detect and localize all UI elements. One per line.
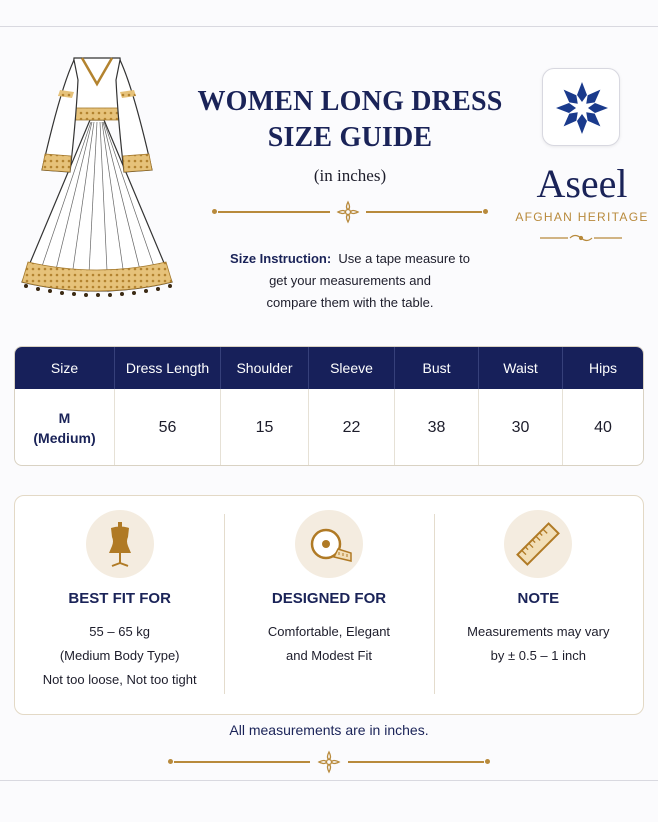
best-fit-heading: BEST FIT FOR — [68, 590, 171, 607]
measuring-tape-icon — [304, 519, 354, 569]
brand-name: Aseel — [536, 161, 628, 206]
header-size: Size — [15, 347, 115, 389]
instruction-line-2: get your measurements and — [269, 273, 431, 288]
table-row — [15, 389, 643, 466]
value-waist: 30 — [479, 389, 563, 466]
designed-for-text — [224, 620, 433, 668]
bottom-divider-line — [0, 780, 658, 781]
ruler-icon — [513, 519, 563, 569]
header-waist: Waist — [479, 347, 563, 389]
instruction-line-3: compare them with the table. — [266, 295, 434, 310]
dress-form-icon — [95, 519, 145, 569]
value-bust: 38 — [395, 389, 479, 466]
size-name: (Medium) — [33, 430, 96, 446]
instruction-line-1: Use a tape measure to — [338, 251, 470, 266]
note-line-2: by ± 0.5 – 1 inch — [490, 648, 586, 663]
value-sleeve: 22 — [309, 389, 395, 466]
size-table — [14, 346, 644, 466]
instruction-label: Size Instruction: — [230, 251, 332, 266]
footer-ornament-divider — [168, 754, 490, 770]
header-hips: Hips — [588, 360, 617, 376]
note-heading: NOTE — [517, 590, 560, 607]
title-line-1: WOMEN LONG DRESS — [197, 86, 503, 117]
header-sleeve: Sleeve — [309, 347, 395, 389]
best-fit-weight: 55 – 65 kg — [89, 624, 151, 639]
size-cell — [15, 389, 115, 466]
title-ornament-divider — [212, 204, 488, 220]
header-shoulder: Shoulder — [221, 347, 309, 389]
best-fit-looseness: Not too loose, Not too tight — [42, 672, 197, 687]
designed-for-line-1: Comfortable, Elegant — [267, 624, 391, 639]
info-panel — [14, 495, 644, 715]
brand-tagline: AFGHAN HERITAGE — [515, 210, 649, 224]
size-instruction — [200, 248, 500, 314]
header-dress-length: Dress Length — [115, 347, 221, 389]
best-fit-section — [15, 496, 224, 714]
best-fit-body-type: (Medium Body Type) — [59, 648, 180, 663]
designed-for-section — [224, 496, 433, 714]
note-line-1: Measurements may vary — [467, 624, 610, 639]
note-text — [434, 620, 643, 668]
title-line-2: SIZE GUIDE — [267, 122, 433, 153]
brand-ornament-icon — [540, 232, 622, 244]
flower-ornament-icon — [336, 200, 360, 224]
star-logo-icon — [552, 78, 612, 138]
footer-note: All measurements are in inches. — [229, 722, 429, 738]
table-header-row — [15, 347, 643, 389]
top-divider-line — [0, 26, 658, 27]
best-fit-text — [15, 620, 224, 692]
subtitle: (in inches) — [313, 166, 387, 185]
flower-ornament-icon — [317, 750, 341, 774]
value-dress-length: 56 — [115, 389, 221, 466]
size-code: M — [58, 410, 71, 426]
brand-logo-box — [542, 68, 620, 146]
designed-for-line-2: and Modest Fit — [285, 648, 372, 663]
note-section — [434, 496, 643, 714]
header-bust: Bust — [395, 347, 479, 389]
page-title — [190, 84, 510, 156]
dress-illustration — [12, 50, 182, 310]
value-hips: 40 — [594, 419, 612, 436]
value-shoulder: 15 — [221, 389, 309, 466]
designed-for-heading: DESIGNED FOR — [271, 590, 387, 607]
